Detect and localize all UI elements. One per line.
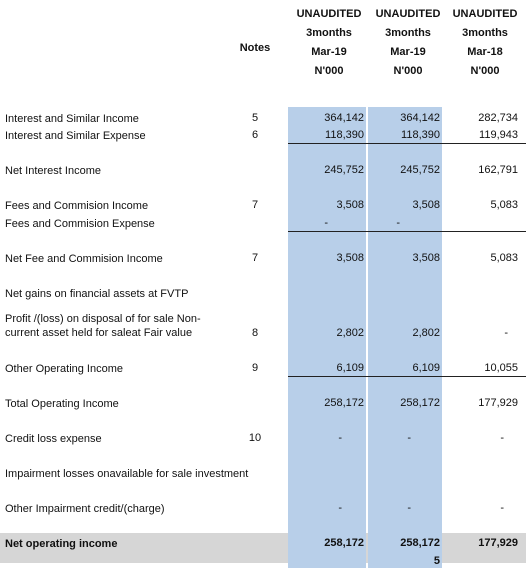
column-period: 3months xyxy=(306,27,352,39)
column-period: 3months xyxy=(462,27,508,39)
column-header-2 xyxy=(371,5,445,81)
row-label: Impairment losses onavailable for sale investment xyxy=(5,468,249,480)
row-value-col3: - xyxy=(500,432,504,444)
row-label: Fees and Commision Income xyxy=(5,200,149,212)
row-value-col3: 177,929 xyxy=(478,397,518,409)
row-value-col1: 258,172 xyxy=(324,537,364,549)
row-note: 7 xyxy=(251,252,259,264)
row-note: 9 xyxy=(251,362,259,374)
row-value-col1: 2,802 xyxy=(336,327,364,339)
notes-header: Notes xyxy=(239,42,271,54)
row-label: Other Operating Income xyxy=(5,363,124,375)
row-label-line1: Profit /(loss) on disposal of for sale Non- xyxy=(5,313,201,325)
row-value-col2: 6,109 xyxy=(412,362,440,374)
row-value-col3: 282,734 xyxy=(478,112,518,124)
row-label: Net operating income xyxy=(5,538,118,550)
row-value-col3: 5,083 xyxy=(490,252,518,264)
column-unit: N'000 xyxy=(393,65,423,77)
row-note: 7 xyxy=(251,199,259,211)
row-label-line2: current asset held for saleat Fair value xyxy=(5,327,193,339)
row-value-col2: - xyxy=(407,502,411,514)
row-value-col3: - xyxy=(504,327,508,339)
row-value-col2: 118,390 xyxy=(401,129,440,141)
row-label: Credit loss expense xyxy=(5,433,102,445)
row-value-col1: 6,109 xyxy=(336,362,364,374)
column-status: UNAUDITED xyxy=(375,8,441,20)
row-value-col3: 10,055 xyxy=(484,362,518,374)
row-label: Interest and Similar Expense xyxy=(5,130,146,142)
row-label: Net Interest Income xyxy=(5,165,101,177)
row-value-col3: 177,929 xyxy=(478,537,518,549)
row-value-col2: 258,172 xyxy=(400,537,440,549)
column-unit: N'000 xyxy=(470,65,500,77)
row-value-col2: 364,142 xyxy=(400,112,440,124)
row-value-col2: 3,508 xyxy=(412,252,440,264)
row-value-col3: 119,943 xyxy=(479,129,518,141)
subtotal-rule xyxy=(288,376,526,377)
row-label: Fees and Commision Expense xyxy=(5,218,155,230)
column-status: UNAUDITED xyxy=(296,8,362,20)
row-value-col1: 118,390 xyxy=(325,129,364,141)
row-value-col2: 245,752 xyxy=(400,164,440,176)
row-value-col1: 3,508 xyxy=(336,199,364,211)
row-value-col2: 258,172 xyxy=(400,397,440,409)
row-value-col2: - xyxy=(407,432,411,444)
row-value-col3: 162,791 xyxy=(478,164,518,176)
column-period: 3months xyxy=(385,27,431,39)
row-value-col3: - xyxy=(500,502,504,514)
row-label: Other Impairment credit/(charge) xyxy=(5,503,165,515)
row-value-col3: 5,083 xyxy=(490,199,518,211)
row-value-col2: 2,802 xyxy=(412,327,440,339)
column-header-3 xyxy=(448,5,522,81)
subtotal-rule xyxy=(288,143,526,144)
row-label: Net Fee and Commision Income xyxy=(5,253,163,265)
row-value-col1: 364,142 xyxy=(324,112,364,124)
row-note: 10 xyxy=(248,432,262,444)
row-label: Net gains on financial assets at FVTP xyxy=(5,288,189,300)
row-label: Interest and Similar Income xyxy=(5,113,139,125)
row-value-col1: - xyxy=(338,432,342,444)
row-value-col2: - xyxy=(396,217,400,229)
row-note: 5 xyxy=(251,112,259,124)
row-value-col2: 3,508 xyxy=(412,199,440,211)
row-value-col1: 258,172 xyxy=(324,397,364,409)
column-header-1 xyxy=(292,5,366,81)
row-value-col1: - xyxy=(338,502,342,514)
column-status: UNAUDITED xyxy=(452,8,518,20)
column-unit: N'000 xyxy=(314,65,344,77)
subtotal-rule xyxy=(288,231,526,232)
row-note: 6 xyxy=(251,129,259,141)
row-value-col1: - xyxy=(324,217,328,229)
column-date: Mar-19 xyxy=(311,46,347,58)
column-date: Mar-18 xyxy=(467,46,503,58)
row-label: Total Operating Income xyxy=(5,398,119,410)
column-date: Mar-19 xyxy=(390,46,426,58)
row-value-col1: 245,752 xyxy=(324,164,364,176)
row-note: 8 xyxy=(251,327,259,339)
page-number: 5 xyxy=(433,555,440,567)
row-value-col1: 3,508 xyxy=(336,252,364,264)
